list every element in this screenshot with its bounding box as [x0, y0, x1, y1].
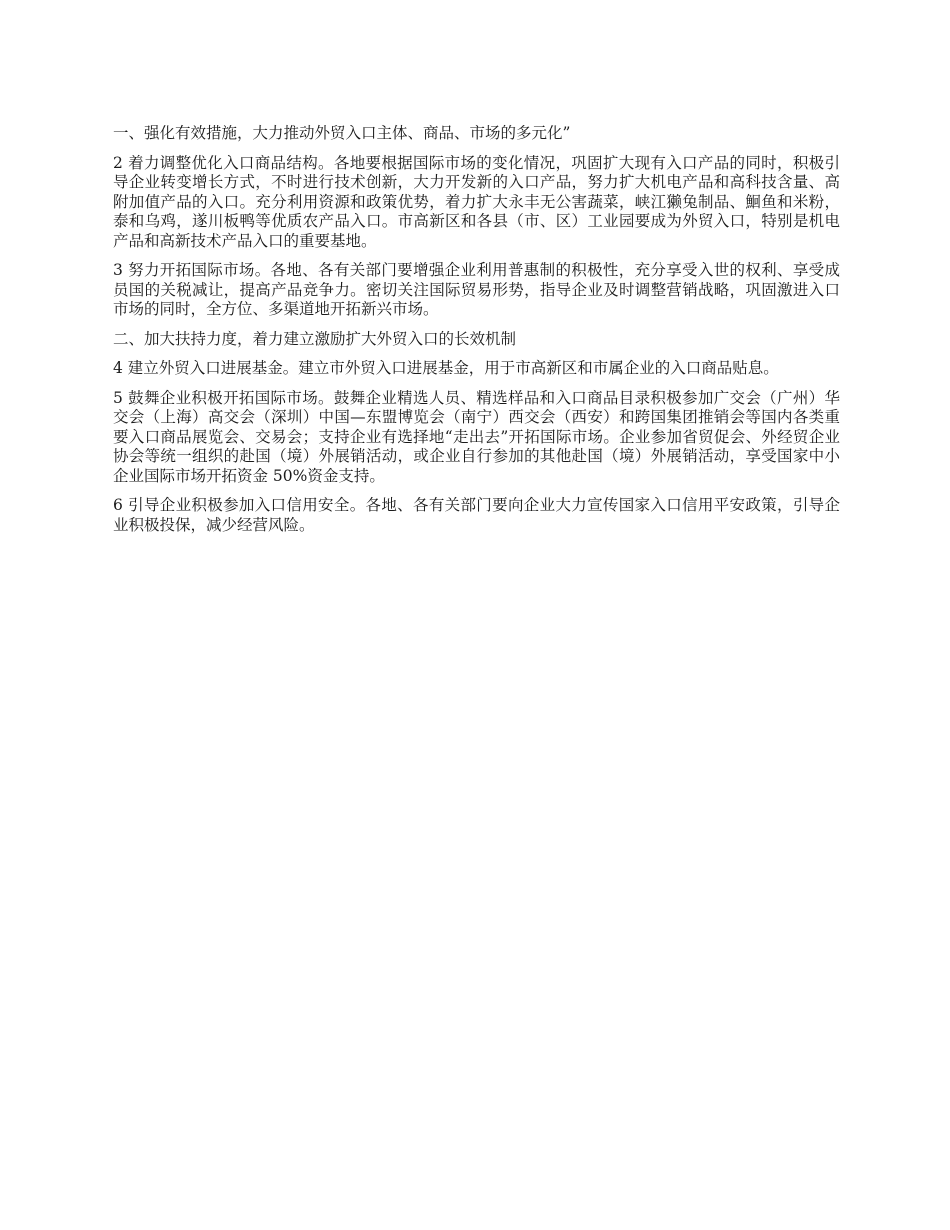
paragraph-item-6: 6 引导企业积极参加入口信用安全。各地、各有关部门要向企业大力宣传国家入口信用平安政策，引导企业积极投保，减少经营风险。 — [113, 496, 840, 534]
paragraph-item-2: 2 着力调整优化入口商品结构。各地要根据国际市场的变化情况，巩固扩大现有入口产品的同时，积极引导企业转变增长方式，不时进行技术创新，大力开发新的入口产品，努力扩大机电产品和高科技含量、高附加值产品的入口。充分利用资源和政策优势，着力扩大永丰无公害蔬菜，峡江獭兔制品、鮰鱼和米粉，泰和乌鸡，遂川板鸭等优质农产品入口。市高新区和各县（市、区）工业园要成为外贸入口，特别是机电产品和高新技术产品入口的重要基地。 — [113, 153, 840, 250]
paragraph-item-5: 5 鼓舞企业积极开拓国际市场。鼓舞企业精选人员、精选样品和入口商品目录积极参加广交会（广州）华交会（上海）高交会（深圳）中国—东盟博览会（南宁）西交会（西安）和跨国集团推销会等国内各类重要入口商品展览会、交易会；支持企业有选择地“走出去”开拓国际市场。企业参加省贸促会、外经贸企业协会等统一组织的赴国（境）外展销活动，或企业自行参加的其他赴国（境）外展销活动，享受国家中小企业国际市场开拓资金 50%资金支持。 — [113, 388, 840, 485]
paragraph-item-4: 4 建立外贸入口进展基金。建立市外贸入口进展基金，用于市高新区和市属企业的入口商品贴息。 — [113, 359, 779, 377]
paragraph-item-3: 3 努力开拓国际市场。各地、各有关部门要增强企业利用普惠制的积极性，充分享受入世的权利、享受成员国的关税减让，提高产品竞争力。密切关注国际贸易形势，指导企业及时调整营销战略，巩固激进入口市场的同时，全方位、多渠道地开拓新兴市场。 — [113, 261, 840, 318]
section-heading-2: 二、加大扶持力度，着力建立激励扩大外贸入口的长效机制 — [113, 329, 517, 348]
section-heading-1: 一、强化有效措施，大力推动外贸入口主体、商品、市场的多元化” — [113, 124, 571, 142]
document-body — [113, 124, 840, 545]
